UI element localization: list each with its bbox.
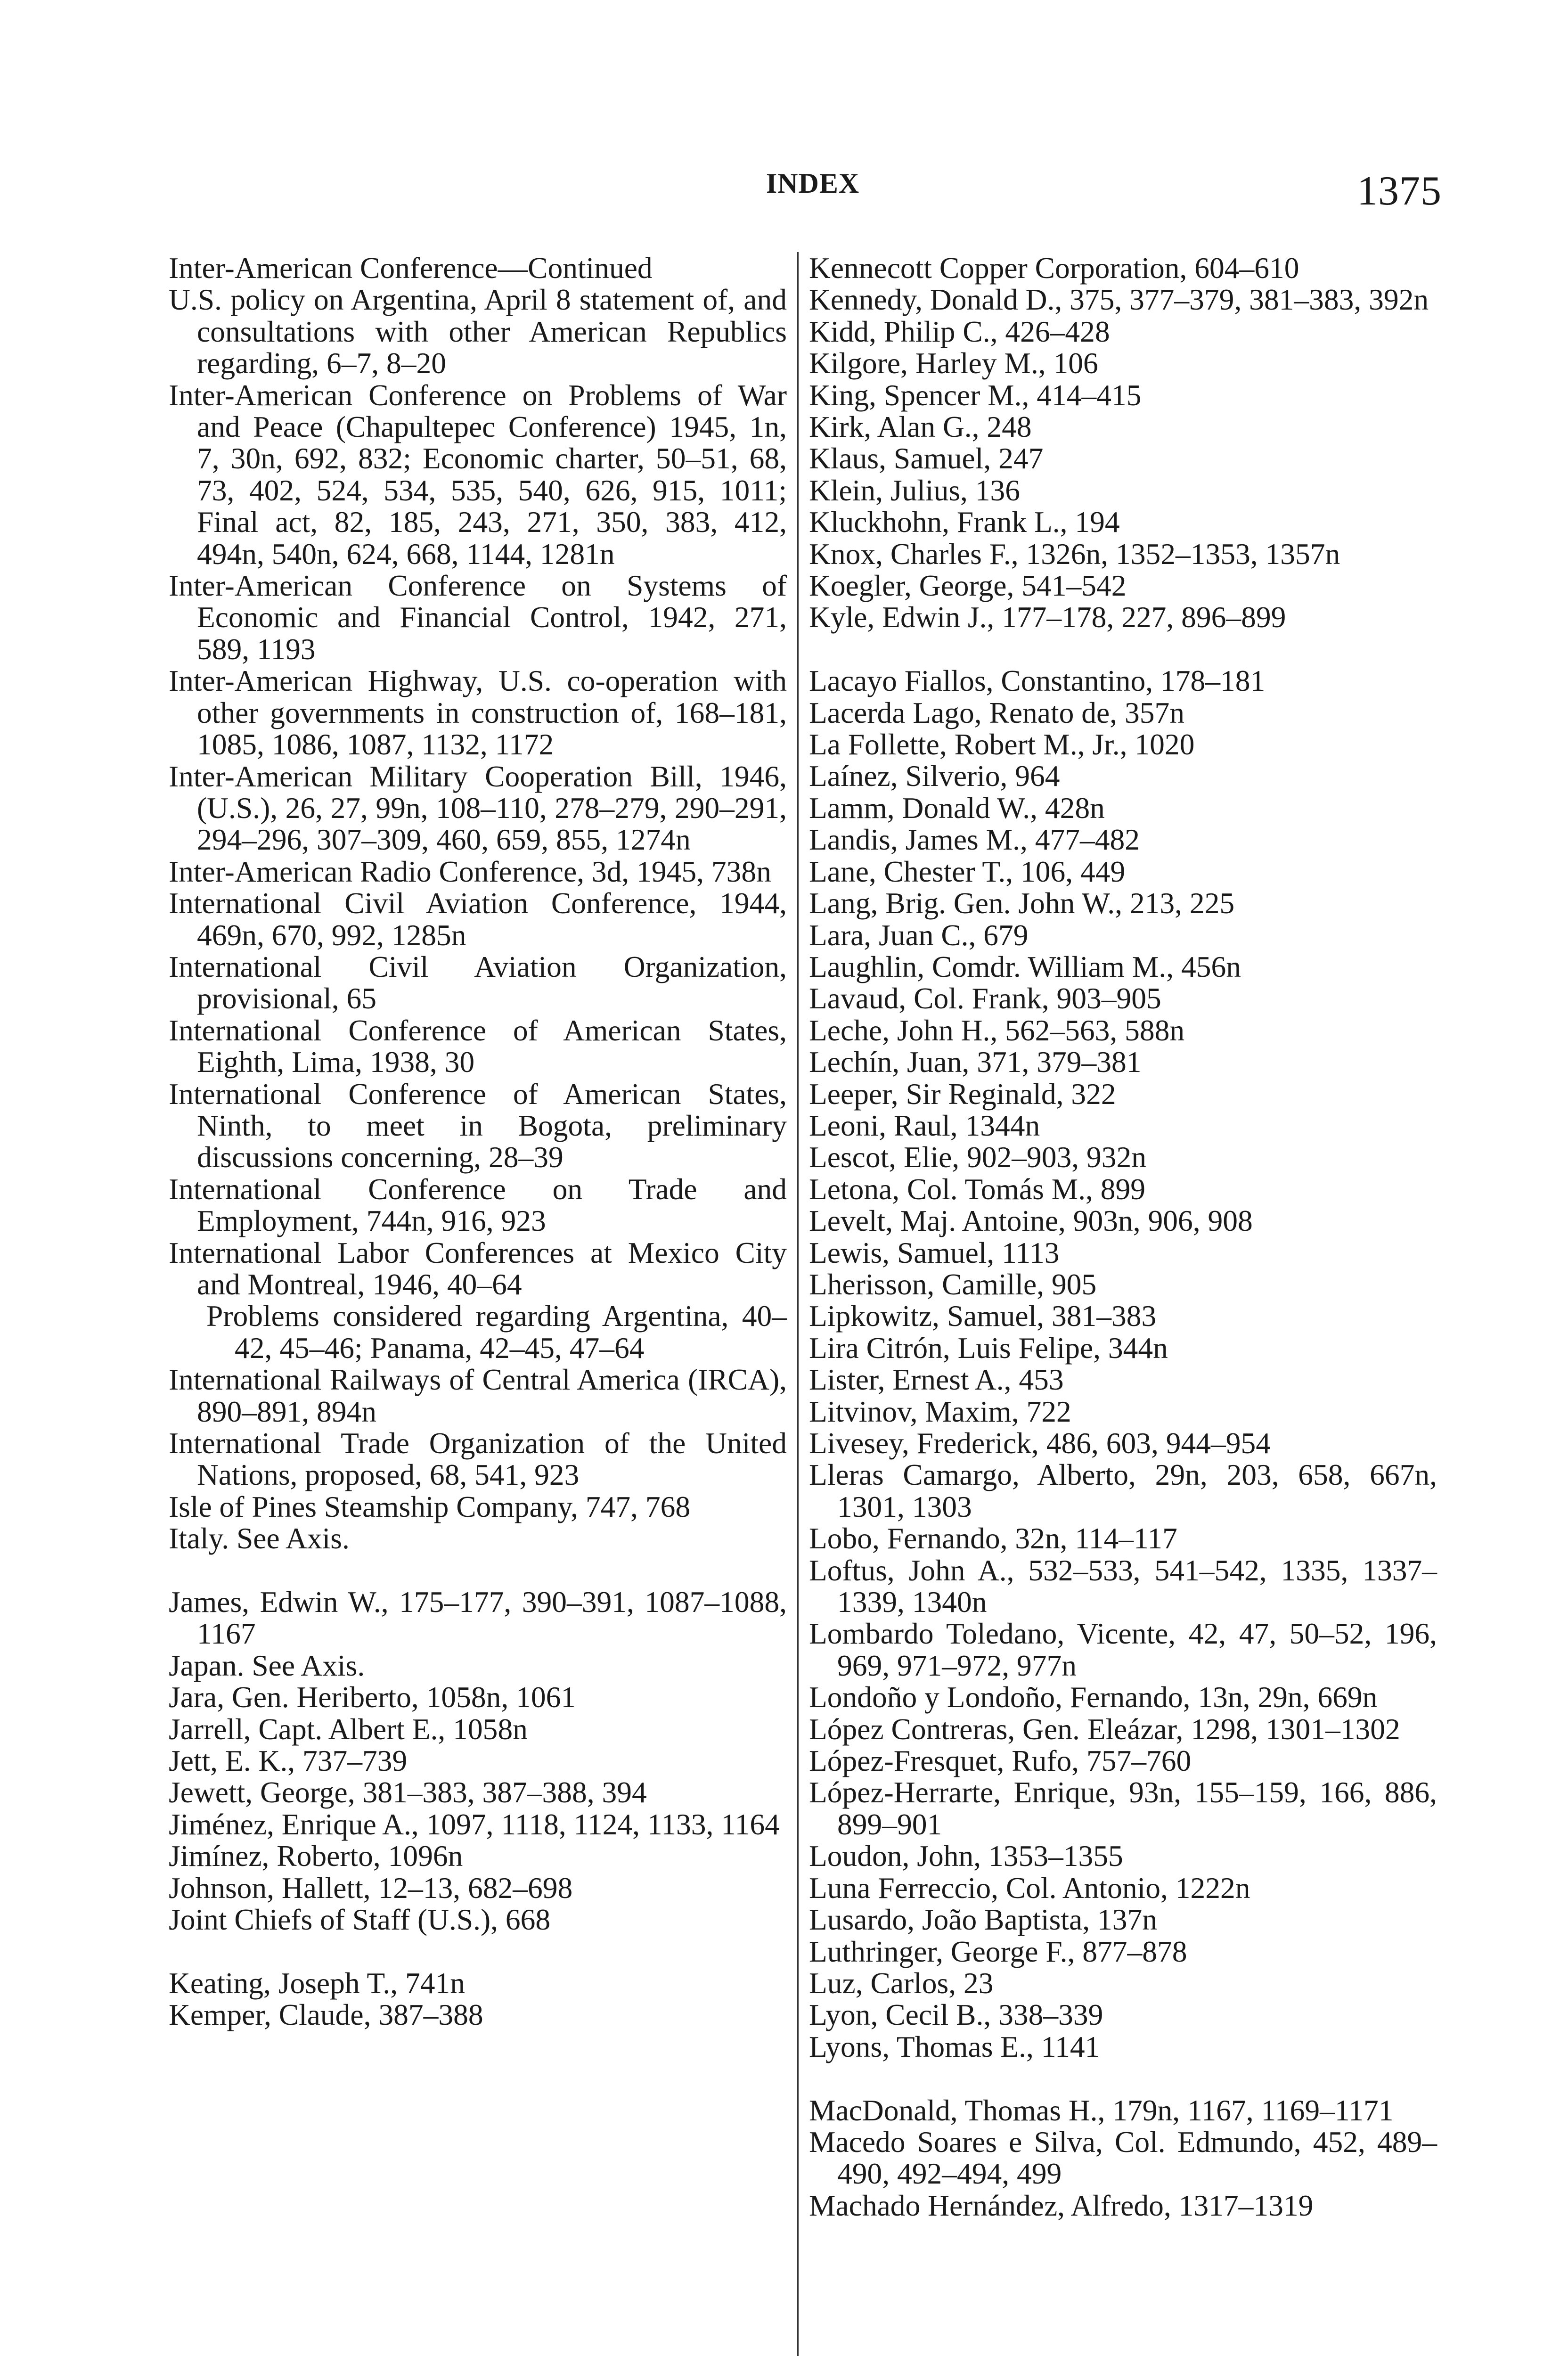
index-entry: James, Edwin W., 175–177, 390–391, 1087–1088, 1167 [169, 1585, 787, 1651]
index-entry: Luz, Carlos, 23 [809, 1966, 994, 2000]
index-entry: Lescot, Elie, 902–903, 932n [809, 1140, 1147, 1174]
index-entry: Lang, Brig. Gen. John W., 213, 225 [809, 886, 1235, 920]
index-entry: Koegler, George, 541–542 [809, 569, 1127, 603]
index-entry: Kluckhohn, Frank L., 194 [809, 505, 1120, 539]
letter-gap [169, 1554, 787, 1586]
index-entry: Landis, James M., 477–482 [809, 823, 1140, 857]
index-entry: Jara, Gen. Heriberto, 1058n, 1061 [169, 1680, 576, 1714]
index-entry: U.S. policy on Argentina, April 8 statement of, and consultations with other American Republics regarding, 6–7, 8–20 [169, 283, 787, 380]
index-entry: Lacayo Fiallos, Constantino, 178–181 [809, 664, 1266, 698]
index-entry: La Follette, Robert M., Jr., 1020 [809, 728, 1195, 761]
left-column [169, 252, 787, 2031]
index-entry: Lusardo, João Baptista, 137n [809, 1903, 1157, 1937]
index-entry: Luna Ferreccio, Col. Antonio, 1222n [809, 1871, 1250, 1905]
index-entry: Lacerda Lago, Renato de, 357n [809, 695, 1184, 729]
index-entry: Isle of Pines Steamship Company, 747, 768 [169, 1489, 691, 1523]
index-entry: Leoni, Raul, 1344n [809, 1108, 1040, 1142]
letter-gap [169, 1936, 787, 1967]
index-entry: López-Fresquet, Rufo, 757–760 [809, 1744, 1192, 1778]
index-entry: Klein, Julius, 136 [809, 473, 1021, 507]
index-entry: Inter-American Military Cooperation Bill, 1946, (U.S.), 26, 27, 99n, 108–110, 278–279, 290–291, 294–296, 307–309, 460, 659, 855, 1274n [169, 759, 787, 857]
index-entry: Lechín, Juan, 371, 379–381 [809, 1045, 1142, 1079]
index-entry: López-Herrarte, Enrique, 93n, 155–159, 166, 886, 899–901 [809, 1775, 1437, 1841]
letter-gap [809, 633, 1437, 665]
index-entry: Machado Hernández, Alfredo, 1317–1319 [809, 2188, 1314, 2222]
index-entry: Lane, Chester T., 106, 449 [809, 854, 1126, 888]
index-entry: Klaus, Samuel, 247 [809, 442, 1044, 475]
index-entry: Loudon, John, 1353–1355 [809, 1839, 1123, 1873]
index-entry: Leche, John H., 562–563, 588n [809, 1013, 1185, 1047]
index-entry: Laínez, Silverio, 964 [809, 759, 1060, 793]
index-entry: Lobo, Fernando, 32n, 114–117 [809, 1522, 1177, 1555]
index-entry: Inter-American Conference on Systems of Economic and Financial Control, 1942, 271, 589, 1193 [169, 569, 787, 666]
right-column [809, 252, 1437, 2221]
index-entry: Inter-American Conference on Problems of War and Peace (Chapultepec Conference) 1945, 1n, 7, 30n, 692, 832; Economic charter, 50–51, 68, 73, 402, 524, 534, 535, 540, 626, 915, 1011; Final act, 82, 185, 243, 271, 350, 383, 412, 494n, 540n, 624, 668, 1144, 1281n [169, 378, 787, 571]
index-entry: King, Spencer M., 414–415 [809, 378, 1142, 412]
index-entry: Letona, Col. Tomás M., 899 [809, 1172, 1146, 1206]
page-number: 1375 [1357, 168, 1442, 214]
index-entry: Lyon, Cecil B., 338–339 [809, 1998, 1103, 2032]
index-entry: Lira Citrón, Luis Felipe, 344n [809, 1331, 1168, 1365]
index-entry: Levelt, Maj. Antoine, 903n, 906, 908 [809, 1204, 1253, 1238]
index-entry: Jewett, George, 381–383, 387–388, 394 [169, 1775, 647, 1809]
index-entry: Londoño y Londoño, Fernando, 13n, 29n, 669n [809, 1680, 1378, 1714]
index-entry: International Civil Aviation Conference, 1944, 469n, 670, 992, 1285n [169, 886, 787, 952]
index-entry: International Labor Conferences at Mexico City and Montreal, 1946, 40–64 [169, 1235, 787, 1301]
index-entry: Jett, E. K., 737–739 [169, 1744, 408, 1778]
index-entry: Lherisson, Camille, 905 [809, 1267, 1097, 1301]
index-entry: International Conference of American States, Eighth, Lima, 1938, 30 [169, 1013, 787, 1079]
index-entry: Knox, Charles F., 1326n, 1352–1353, 1357n [809, 537, 1340, 571]
index-entry: Inter-American Highway, U.S. co-operation with other governments in construction of, 168–181, 1085, 1086, 1087, 1132, 1172 [169, 664, 787, 761]
index-entry: Jiménez, Enrique A., 1097, 1118, 1124, 1133, 1164 [169, 1807, 780, 1841]
index-entry: Lara, Juan C., 679 [809, 918, 1029, 952]
index-entry: Litvinov, Maxim, 722 [809, 1394, 1071, 1428]
index-entry: Lombardo Toledano, Vicente, 42, 47, 50–52, 196, 969, 971–972, 977n [809, 1617, 1437, 1682]
index-entry: Livesey, Frederick, 486, 603, 944–954 [809, 1426, 1271, 1460]
index-entry: Lister, Ernest A., 453 [809, 1363, 1064, 1397]
index-entry: Keating, Joseph T., 741n [169, 1966, 466, 2000]
index-entry: Kennedy, Donald D., 375, 377–379, 381–383, 392n [809, 283, 1429, 317]
index-entry: Lavaud, Col. Frank, 903–905 [809, 982, 1161, 1015]
index-entry: International Trade Organization of the United Nations, proposed, 68, 541, 923 [169, 1426, 787, 1492]
index-entry: International Railways of Central America (IRCA), 890–891, 894n [169, 1363, 787, 1428]
running-head: INDEX [766, 168, 860, 199]
index-entry: Inter-American Conference—Continued [169, 251, 653, 285]
index-entry: Lamm, Donald W., 428n [809, 791, 1105, 825]
index-entry: Jimínez, Roberto, 1096n [169, 1839, 463, 1873]
index-entry: International Conference of American States, Ninth, to meet in Bogota, preliminary discussions concerning, 28–39 [169, 1077, 787, 1174]
index-entry: Lipkowitz, Samuel, 381–383 [809, 1299, 1157, 1333]
index-entry: Kidd, Philip C., 426–428 [809, 314, 1110, 348]
index-subentry: Problems considered regarding Argentina, 40–42, 45–46; Panama, 42–45, 47–64 [206, 1299, 787, 1365]
index-entry: Lleras Camargo, Alberto, 29n, 203, 658, 667n, 1301, 1303 [809, 1458, 1437, 1523]
index-entry: Inter-American Radio Conference, 3d, 1945, 738n [169, 854, 771, 888]
index-entry: Macedo Soares e Silva, Col. Edmundo, 452, 489–490, 492–494, 499 [809, 2125, 1437, 2191]
index-entry: López Contreras, Gen. Eleázar, 1298, 1301–1302 [809, 1712, 1400, 1746]
index-entry: Johnson, Hallett, 12–13, 682–698 [169, 1871, 573, 1905]
index-entry: Kemper, Claude, 387–388 [169, 1998, 483, 2032]
index-entry: Loftus, John A., 532–533, 541–542, 1335, 1337–1339, 1340n [809, 1553, 1437, 1619]
index-entry: International Conference on Trade and Employment, 744n, 916, 923 [169, 1172, 787, 1238]
index-entry: MacDonald, Thomas H., 179n, 1167, 1169–1171 [809, 2093, 1394, 2127]
index-entry: Kennecott Copper Corporation, 604–610 [809, 251, 1299, 285]
index-entry: Kilgore, Harley M., 106 [809, 346, 1098, 380]
index-entry: Kyle, Edwin J., 177–178, 227, 896–899 [809, 600, 1286, 634]
index-entry: Japan. See Axis. [169, 1648, 365, 1682]
index-entry: Jarrell, Capt. Albert E., 1058n [169, 1712, 528, 1746]
letter-gap [809, 2062, 1437, 2094]
index-entry: Joint Chiefs of Staff (U.S.), 668 [169, 1903, 551, 1937]
index-entry: International Civil Aviation Organization, provisional, 65 [169, 949, 787, 1015]
index-entry: Luthringer, George F., 877–878 [809, 1934, 1187, 1968]
index-entry: Italy. See Axis. [169, 1522, 350, 1555]
index-entry: Lyons, Thomas E., 1141 [809, 2029, 1100, 2063]
index-entry: Leeper, Sir Reginald, 322 [809, 1077, 1116, 1111]
index-entry: Kirk, Alan G., 248 [809, 410, 1032, 444]
index-entry: Lewis, Samuel, 1113 [809, 1235, 1060, 1269]
index-entry: Laughlin, Comdr. William M., 456n [809, 949, 1241, 983]
column-divider [797, 252, 799, 2356]
